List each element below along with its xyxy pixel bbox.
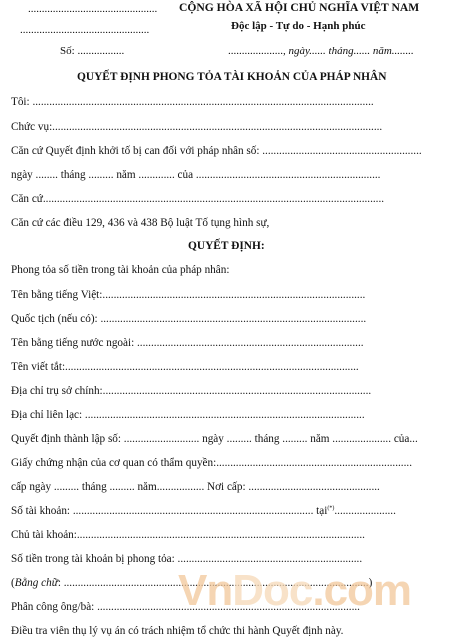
line-phong-toa: Phong tỏa số tiền trong tài khoản của pháp nhân: [11,264,230,276]
line-toi: Tôi: .......................................................................................................................... [11,96,374,108]
line-can-cu: Căn cứ.......................................................................................................................... [11,193,385,205]
watermark-part-a: Vn [178,566,233,615]
line-cap-ngay: cấp ngày ......... tháng ......... năm................. Nơi cấp: ............................................... [11,481,380,493]
line-can-cu-qd: Căn cứ Quyết định khởi tố bị can đối với pháp nhân số: ......................................................... [11,145,422,157]
line-ngay-thang: ngày ........ tháng ......... năm ............. của .................................................................. [11,169,381,181]
line-dia-chi-lien-lac: Địa chỉ liên lạc: .................................................................................................... [11,409,365,421]
document-number [60,45,124,57]
number-dots: ................. [77,45,125,57]
document-title: QUYẾT ĐỊNH PHONG TỎA TÀI KHOẢN CỦA PHÁP NHÂN [77,71,387,83]
bang-chu-label: Bằng chữ [14,577,58,589]
line-dia-chi-tru-so: Địa chỉ trụ sở chính:................................................................................................ [11,385,372,397]
line-chuc-vu: Chức vụ:...................................................................................................................... [11,121,383,133]
date-text: , ngày...... tháng...... năm........ [283,45,414,57]
decision-heading: QUYẾT ĐỊNH: [188,240,265,252]
header-left-dots-2: ............................................... [20,24,150,36]
country-name: CỘNG HÒA XÃ HỘI CHỦ NGHĨA VIỆT NAM [179,1,420,14]
line-dieu-tra-vien: Điều tra viên thụ lý vụ án có trách nhiệm tổ chức thi hành Quyết định này. [11,625,344,637]
watermark-part-c: .com [312,566,412,615]
line-ten-viet: Tên bằng tiếng Việt:.............................................................................................. [11,289,366,301]
line-so-tai-khoan [11,505,396,517]
watermark-part-b: Doc [232,566,313,615]
line-giay-chung-nhan: Giấy chứng nhận của cơ quan có thẩm quyền:...................................................................... [11,457,412,469]
bang-chu-open: ( [11,577,15,589]
date-place [228,45,414,57]
line-chu-tai-khoan: Chủ tài khoản:....................................................................................................... [11,529,365,541]
line-so-tien: Số tiền trong tài khoản bị phong tỏa: .................................................................. [11,553,363,565]
line-can-cu-dieu: Căn cứ các điều 129, 436 và 438 Bộ luật Tố tụng hình sự, [11,217,270,229]
so-tai-khoan-tail: ...................... [334,505,396,517]
number-label: Số: [60,45,75,57]
header-left-dots-1: ............................................... [28,3,158,15]
footnote-marker: (*) [327,505,335,512]
line-qd-thanh-lap: Quyết định thành lập số: ........................... ngày ......... tháng ......... năm ..................... của... [11,433,418,445]
bang-chu-rest: : .............................................................................................................) [57,577,373,589]
so-tai-khoan-text: Số tài khoản: ...................................................................................... tại [11,505,328,517]
watermark-logo [178,566,411,616]
line-phan-cong: Phân công ông/bà: .............................................................................................. [11,601,360,613]
place-dots: .................... [228,45,283,57]
line-quoc-tich: Quốc tịch (nếu có): ............................................................................................... [11,313,367,325]
line-ten-nuoc-ngoai: Tên bằng tiếng nước ngoài: ................................................................................. [11,337,364,349]
motto: Độc lập - Tự do - Hạnh phúc [231,20,366,32]
line-ten-viet-tat: Tên viết tắt:......................................................................................................... [11,361,359,373]
